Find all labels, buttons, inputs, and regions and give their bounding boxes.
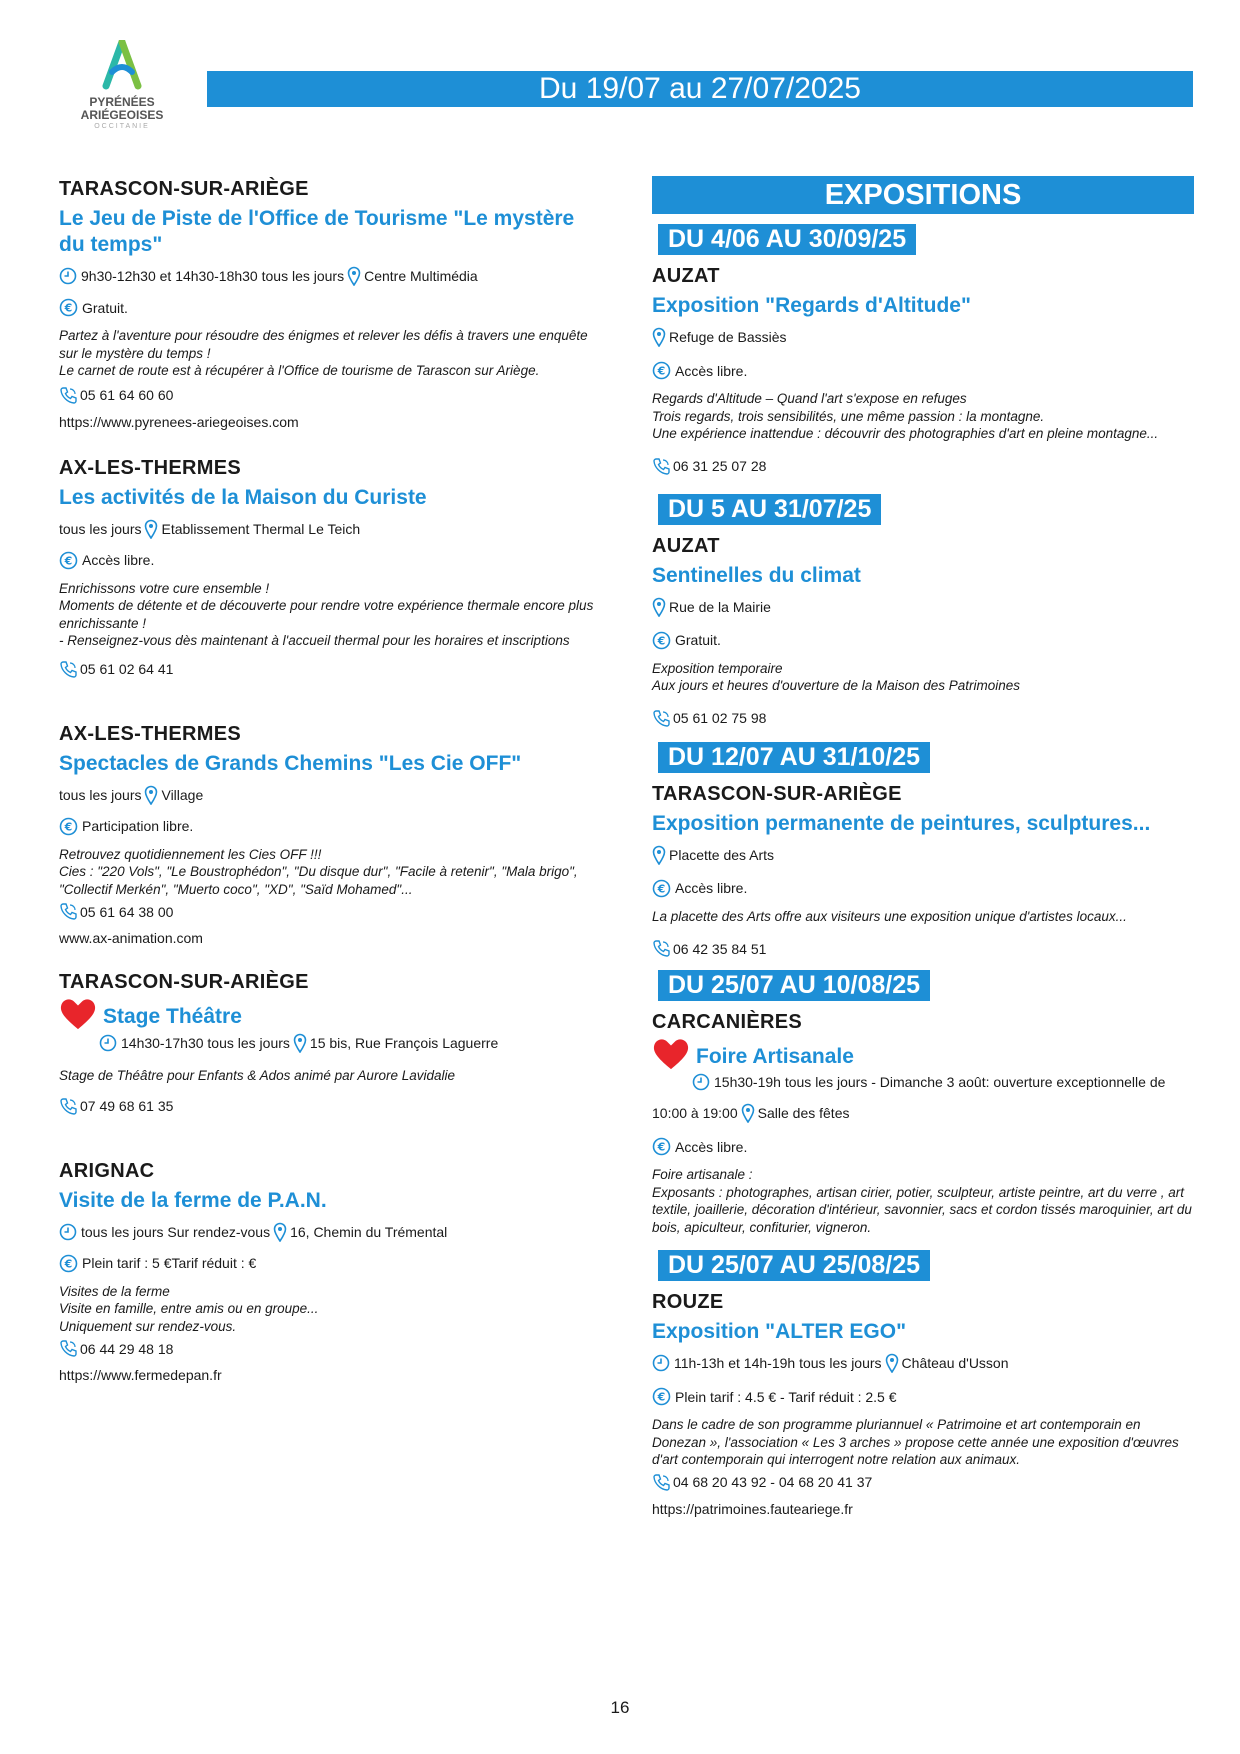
description-line: Foire artisanale :: [652, 1167, 753, 1182]
event-place: 15 bis, Rue François Laguerre: [309, 1035, 499, 1051]
euro-icon: [652, 631, 671, 650]
logo: [72, 40, 172, 132]
clock-icon: [652, 1354, 670, 1372]
event-title[interactable]: Sentinelles du climat: [652, 563, 861, 587]
event-phone[interactable]: 06 42 35 84 51: [673, 940, 767, 957]
event-city: AX-LES-THERMES: [59, 456, 241, 479]
event-time: 15h30-19h tous les jours - Dimanche 3 août: ouverture exceptionnelle de: [714, 1074, 1166, 1090]
exhibition-card: [652, 494, 1194, 728]
phone-icon: [652, 457, 671, 476]
event-phone-line: [59, 1097, 599, 1116]
event-city: TARASCON-SUR-ARIÈGE: [59, 178, 309, 200]
phone-icon: [59, 660, 78, 679]
description-line: Regards d'Altitude – Quand l'art s'expose en refuges: [652, 391, 967, 406]
event-price-line: [59, 1254, 599, 1273]
event-card: [59, 969, 599, 1116]
exhibition-card: [652, 1250, 1194, 1518]
event-price: Gratuit.: [675, 632, 721, 648]
description-line: Visites de la ferme: [59, 1283, 170, 1299]
event-place: 16, Chemin du Trémental: [290, 1223, 448, 1240]
event-time-continued: 10:00 à 19:00: [652, 1105, 738, 1121]
event-card: [59, 1158, 599, 1385]
phone-icon: [59, 1097, 78, 1116]
event-url[interactable]: https://www.pyrenees-ariegeoises.com: [59, 413, 299, 430]
description-line: Partez à l'aventure pour résoudre des énigmes et relever les défis à travers une enquête sur le mystère du temps !: [59, 328, 588, 361]
clock-icon: [59, 267, 77, 285]
event-city: ROUZE: [652, 1291, 724, 1313]
svg-text:€: €: [657, 364, 666, 378]
phone-icon: [652, 709, 671, 728]
euro-icon: [59, 298, 78, 317]
svg-text:€: €: [64, 301, 73, 315]
event-price: Gratuit.: [82, 299, 128, 316]
event-title[interactable]: Le Jeu de Piste de l'Office de Tourisme "Le mystère du temps": [59, 207, 575, 256]
event-phone[interactable]: 06 44 29 48 18: [80, 1340, 174, 1357]
location-pin-icon: [741, 1103, 755, 1123]
event-card: [59, 455, 599, 679]
location-pin-icon: [144, 519, 158, 539]
event-url[interactable]: https://www.fermedepan.fr: [59, 1367, 222, 1383]
svg-text:€: €: [657, 1140, 666, 1154]
clock-icon: [59, 1223, 77, 1241]
event-phone[interactable]: 05 61 64 38 00: [80, 903, 174, 920]
date-badge: DU 25/07 AU 25/08/25: [658, 1250, 930, 1281]
location-pin-icon: [652, 845, 666, 865]
svg-text:€: €: [64, 820, 73, 833]
event-place: Rue de la Mairie: [669, 598, 771, 615]
event-place: Centre Multimédia: [364, 268, 478, 284]
description-line: Aux jours et heures d'ouverture de la Maison des Patrimoines: [652, 678, 1021, 693]
event-url[interactable]: https://patrimoines.fauteariege.fr: [652, 1500, 853, 1517]
event-time: tous les jours Sur rendez-vous: [81, 1223, 271, 1240]
event-price: Participation libre.: [82, 818, 194, 834]
location-pin-icon: [347, 266, 361, 286]
description-line: La placette des Arts offre aux visiteurs une exposition unique d'artistes locaux...: [652, 908, 1127, 924]
event-place: Salle des fêtes: [757, 1105, 850, 1121]
description-line: Le carnet de route est à récupérer à l'Office de tourisme de Tarascon sur Ariège.: [59, 363, 540, 378]
event-description: [59, 1283, 599, 1336]
event-card: [59, 176, 599, 431]
event-price: Accès libre.: [675, 880, 748, 896]
event-title[interactable]: Exposition "Regards d'Altitude": [652, 294, 971, 317]
event-phone[interactable]: 05 61 64 60 60: [80, 387, 174, 403]
location-pin-icon: [273, 1222, 287, 1242]
event-time: tous les jours: [59, 786, 142, 803]
phone-icon: [59, 1339, 78, 1358]
phone-icon: [652, 939, 671, 958]
event-phone-line: [652, 457, 1194, 476]
event-phone[interactable]: 06 31 25 07 28: [673, 458, 767, 474]
description-line: Stage de Théâtre pour Enfants & Ados animé par Aurore Lavidalie: [59, 1068, 455, 1083]
event-time: tous les jours: [59, 520, 142, 537]
event-title[interactable]: Stage Théâtre: [103, 1005, 242, 1028]
event-phone-line: [652, 1473, 1194, 1492]
page-number: 16: [610, 1698, 630, 1717]
location-pin-icon: [652, 327, 666, 347]
description-line: Retrouvez quotidiennement les Cies OFF !!!: [59, 846, 322, 862]
event-time-place: [652, 1103, 1194, 1123]
event-city: AUZAT: [652, 265, 720, 287]
event-place: Village: [161, 786, 204, 803]
date-badge: DU 25/07 AU 10/08/25: [658, 970, 930, 1001]
location-pin-icon: [652, 597, 666, 617]
event-description: [652, 908, 1194, 926]
description-line: Uniquement sur rendez-vous.: [59, 1318, 237, 1334]
event-place: Etablissement Thermal Le Teich: [161, 520, 361, 537]
location-pin-icon: [885, 1353, 899, 1373]
location-pin-icon: [144, 785, 158, 805]
euro-icon: [59, 551, 78, 570]
event-time-place: [652, 1353, 1194, 1373]
event-city: TARASCON-SUR-ARIÈGE: [59, 971, 309, 993]
event-title[interactable]: Exposition "ALTER EGO": [652, 1320, 907, 1343]
svg-text:€: €: [657, 882, 666, 895]
event-place: Placette des Arts: [669, 846, 775, 863]
svg-text:€: €: [64, 1257, 73, 1270]
event-time-place: [59, 266, 599, 286]
event-description: [59, 1067, 599, 1085]
event-price-line: [652, 1137, 1194, 1156]
event-title-row: [652, 1037, 1194, 1071]
description-line: Trois regards, trois sensibilités, une même passion : la montagne.: [652, 408, 1045, 424]
logo-mark-icon: [100, 40, 144, 92]
event-time-place: [59, 785, 599, 805]
event-card: [59, 721, 599, 948]
event-phone-line: [59, 902, 599, 921]
event-place: Château d'Usson: [901, 1355, 1009, 1371]
event-title[interactable]: Foire Artisanale: [696, 1045, 854, 1068]
event-description: [652, 1166, 1194, 1236]
heart-icon: [59, 997, 97, 1031]
event-description: [652, 1416, 1194, 1469]
description-line: Visite en famille, entre amis ou en groupe...: [59, 1301, 319, 1316]
event-phone[interactable]: 04 68 20 43 92 - 04 68 20 41 37: [673, 1474, 873, 1490]
event-time: 11h-13h et 14h-19h tous les jours: [674, 1355, 882, 1371]
event-phone[interactable]: 05 61 02 75 98: [673, 710, 767, 726]
event-phone[interactable]: 05 61 02 64 41: [80, 661, 174, 677]
euro-icon: [652, 1137, 671, 1156]
event-url[interactable]: www.ax-animation.com: [59, 930, 203, 946]
event-place-line: [652, 845, 1194, 865]
event-city: AX-LES-THERMES: [59, 722, 241, 745]
description-line: Exposition temporaire: [652, 660, 783, 676]
phone-icon: [652, 1473, 671, 1492]
event-place-line: [652, 327, 1194, 347]
event-price: Accès libre.: [675, 1138, 748, 1155]
description-line: Dans le cadre de son programme pluriannuel « Patrimoine et art contemporain en Donezan », l'association « Les 3 arches » propose cette année une exposition d'œuvres d'art contemporain qui interrogent notre relation aux animaux.: [652, 1417, 1179, 1467]
logo-text-line1: PYRÉNÉES: [89, 95, 155, 109]
event-city: ARIGNAC: [59, 1159, 155, 1182]
event-price-line: [652, 361, 1194, 380]
event-description: [59, 327, 599, 380]
phone-icon: [59, 902, 78, 921]
description-line: Exposants : photographes, artisan cirier, potier, sculpteur, artiste peintre, art du verre , art textile, joaillerie, décoration d'intérieur, savonnier, sacs et cordon tissés maroquinier, art du bois, apiculteur, confiturier, vigneron.: [652, 1184, 1192, 1235]
date-badge: DU 5 AU 31/07/25: [658, 494, 881, 525]
event-place: Refuge de Bassiès: [669, 329, 787, 345]
event-time-place: [59, 519, 599, 539]
event-price-line: [652, 631, 1194, 650]
event-price-line: [652, 879, 1194, 898]
event-title-row: [59, 997, 599, 1031]
expositions-header: EXPOSITIONS: [652, 176, 1194, 214]
right-column: [652, 176, 1194, 1518]
event-place-line: [652, 597, 1194, 617]
date-badge: DU 12/07 AU 31/10/25: [658, 742, 930, 773]
svg-text:€: €: [657, 634, 666, 647]
event-city: TARASCON-SUR-ARIÈGE: [652, 782, 902, 805]
event-price: Accès libre.: [675, 362, 748, 379]
svg-text:€: €: [657, 1390, 666, 1404]
euro-icon: [652, 361, 671, 380]
event-title[interactable]: Visite de la ferme de P.A.N.: [59, 1188, 327, 1212]
event-time-place: [99, 1033, 599, 1053]
event-description: [652, 660, 1194, 695]
description-line: - Renseignez-vous dès maintenant à l'accueil thermal pour les horaires et inscriptions: [59, 633, 570, 648]
event-price-line: [59, 817, 599, 836]
event-city: AUZAT: [652, 534, 720, 557]
description-line: Cies : "220 Vols", "Le Boustrophédon", "Du disque dur", "Facile à retenir", "Mala brigo", "Collectif Merkén", "Muerto coco", "XD", "Saïd Mohamed"...: [59, 864, 578, 897]
event-title[interactable]: Les activités de la Maison du Curiste: [59, 485, 427, 509]
event-price-line: [59, 551, 599, 570]
euro-icon: [652, 879, 671, 898]
clock-icon: [99, 1034, 117, 1052]
event-description: [652, 390, 1194, 443]
location-pin-icon: [293, 1033, 307, 1053]
exhibition-card: [652, 742, 1194, 959]
event-time-line: [692, 1073, 1194, 1091]
event-time: 9h30-12h30 et 14h30-18h30 tous les jours: [81, 268, 345, 284]
euro-icon: [652, 1387, 671, 1406]
event-price-line: [59, 298, 599, 317]
euro-icon: [59, 817, 78, 836]
date-badge: DU 4/06 AU 30/09/25: [658, 224, 916, 255]
event-title[interactable]: Spectacles de Grands Chemins "Les Cie OFF": [59, 751, 522, 775]
description-line: Moments de détente et de découverte pour rendre votre expérience thermale encore plus enrichissante !: [59, 598, 594, 631]
event-phone-line: [652, 709, 1194, 728]
svg-text:€: €: [64, 554, 73, 567]
event-description: [59, 846, 599, 899]
description-line: Enrichissons votre cure ensemble !: [59, 580, 270, 596]
date-range-banner: Du 19/07 au 27/07/2025: [207, 71, 1193, 107]
left-column: [59, 176, 599, 1384]
event-price: Accès libre.: [82, 552, 155, 568]
event-phone-line: [652, 939, 1194, 958]
exhibition-card: [652, 970, 1194, 1236]
event-time-place: [59, 1222, 599, 1242]
euro-icon: [59, 1254, 78, 1273]
event-price: Plein tarif : 5 €Tarif réduit : €: [82, 1255, 257, 1271]
logo-text-line3: OCCITANIE: [94, 123, 150, 130]
event-phone[interactable]: 07 49 68 61 35: [80, 1098, 174, 1114]
event-description: [59, 580, 599, 650]
event-phone-line: [59, 1339, 599, 1358]
logo-text-line2: ARIÉGEOISES: [80, 108, 164, 122]
event-phone-line: [59, 660, 599, 679]
description-line: Une expérience inattendue : découvrir des photographies d'art en pleine montagne...: [652, 426, 1159, 441]
event-city: CARCANIÈRES: [652, 1011, 802, 1033]
event-phone-line: [59, 386, 599, 405]
clock-icon: [692, 1073, 710, 1091]
event-time: 14h30-17h30 tous les jours: [121, 1035, 290, 1051]
phone-icon: [59, 386, 78, 405]
event-title[interactable]: Exposition permanente de peintures, sculptures...: [652, 811, 1151, 835]
exhibition-card: [652, 224, 1194, 476]
event-price-line: [652, 1387, 1194, 1406]
heart-icon: [652, 1037, 690, 1071]
event-price: Plein tarif : 4.5 € - Tarif réduit : 2.5 €: [675, 1388, 897, 1405]
